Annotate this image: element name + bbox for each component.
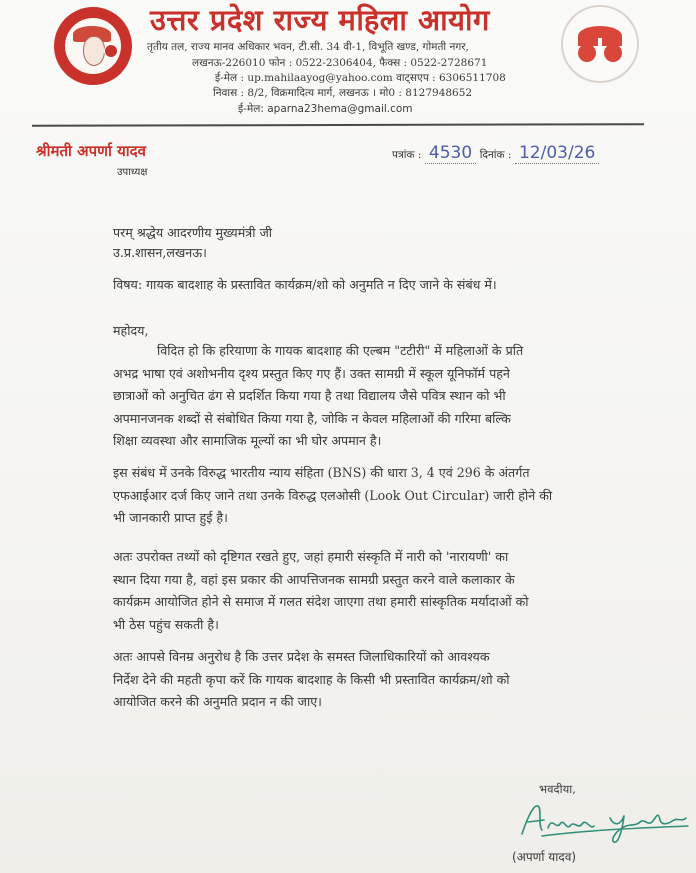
- letter-no-label: पत्रांक :: [392, 149, 422, 161]
- date-label: दिनांक :: [479, 149, 512, 161]
- letter-subject: विषय: गायक बादशाह के प्रस्तावित कार्यक्रम/शो को अनुमति न दिए जाने के संबंध में।: [113, 277, 497, 292]
- officer-name: श्रीमती अपर्णा यादव: [36, 142, 146, 160]
- paragraph-line: छात्राओं को अनुचित ढंग से प्रदर्शित किया गया है तथा विद्यालय जैसे पवित्र स्थान को भी: [113, 388, 506, 403]
- address-line: ई-मेल: aparna23hema@gmail.com: [238, 103, 413, 115]
- signatory-name: (अपर्णा यादव): [512, 850, 577, 864]
- organization-name: उत्तर प्रदेश राज्य महिला आयोग: [150, 3, 490, 37]
- address-line: निवास : 8/2, विक्रमादित्य मार्ग, लखनऊ । मो0 : 8127948652: [213, 87, 473, 99]
- letter-no-value: 4530: [425, 143, 476, 164]
- paragraph-line: अतः उपरोक्त तथ्यों को दृष्टिगत रखते हुए, जहां हमारी संस्कृति में नारी को 'नारायणी' का: [113, 549, 509, 564]
- paragraph-line: भी ठेस पहुंच सकती है।: [113, 616, 219, 632]
- paragraph-line: शिक्षा व्यवस्था और सामाजिक मूल्यों का भी घोर अपमान है।: [113, 433, 382, 448]
- valediction: भवदीया,: [539, 782, 576, 796]
- header-divider: [32, 123, 644, 127]
- paragraph-line: इस संबंध में उनके विरुद्ध भारतीय न्याय संहिता (BNS) की धारा 3, 4 एवं 296 के अंतर्गत: [113, 465, 530, 480]
- officer-designation: उपाध्यक्ष: [117, 167, 148, 178]
- paragraph-line: निर्देश देने की महती कृपा करें कि गायक बादशाह के किसी भी प्रस्तावित कार्यक्रम/शो को: [113, 671, 510, 687]
- handwritten-signature: [518, 796, 690, 846]
- salutation: महोदय,: [113, 323, 149, 338]
- paragraph-line: अतः आपसे विनम्र अनुरोध है कि उत्तर प्रदेश के समस्त जिलाधिकारियों को आवश्यक: [113, 649, 490, 664]
- paragraph-line: कार्यक्रम आयोजित होने से समाज में गलत संदेश जाएगा तथा हमारी सांस्कृतिक मर्यादाओं को: [113, 594, 529, 609]
- commission-seal-logo: [54, 7, 132, 85]
- body-paragraph: [113, 546, 553, 636]
- paragraph-line: आयोजित करने की अनुमति प्रदान न की जाए।: [113, 694, 322, 709]
- body-paragraph: [113, 462, 553, 530]
- body-paragraph: [113, 340, 553, 453]
- address-line: लखनऊ-226010 फोन : 0522-2306404, फैक्स : 0522-2728671: [192, 57, 488, 69]
- paragraph-line: स्थान दिया गया है, वहां इस प्रकार की आपत्तिजनक सामग्री प्रस्तुत करने वाले कलाकार के: [113, 571, 515, 587]
- paragraph-line: अभद्र भाषा एवं अशोभनीय दृश्य प्रस्तुत किए गए हैं। उक्त सामग्री में स्कूल यूनिफॉर्म पहने: [113, 365, 510, 381]
- paragraph-line: अपमानजनक शब्दों से संबोधित किया गया है, जोकि न केवल महिलाओं की गरिमा बल्कि: [113, 410, 511, 426]
- body-paragraph: [113, 646, 553, 714]
- reference-block: [392, 143, 599, 163]
- paragraph-line: विदित हो कि हरियाणा के गायक बादशाह की एल्बम "टटीरी" में महिलाओं के प्रति: [157, 343, 524, 358]
- paragraph-line: भी जानकारी प्राप्त हुई है।: [113, 510, 228, 525]
- address-line: ई-मेल : up.mahilaayog@yahoo.com वाट्सएप : 6306511708: [215, 72, 506, 84]
- date-value: 12/03/26: [515, 143, 599, 164]
- addressee-line: उ.प्र.शासन,लखनऊ।: [113, 245, 207, 260]
- address-line: तृतीय तल, राज्य मानव अधिकार भवन, टी.सी. 34 वी-1, विभूति खण्ड, गोमती नगर,: [147, 41, 469, 53]
- paragraph-line: एफआईआर दर्ज किए जाने तथा उनके विरुद्ध एलओसी (Look Out Circular) जारी होने की: [113, 487, 553, 503]
- up-government-emblem-logo: [561, 5, 639, 83]
- addressee-line: परम् श्रद्धेय आदरणीय मुख्यमंत्री जी: [113, 225, 273, 240]
